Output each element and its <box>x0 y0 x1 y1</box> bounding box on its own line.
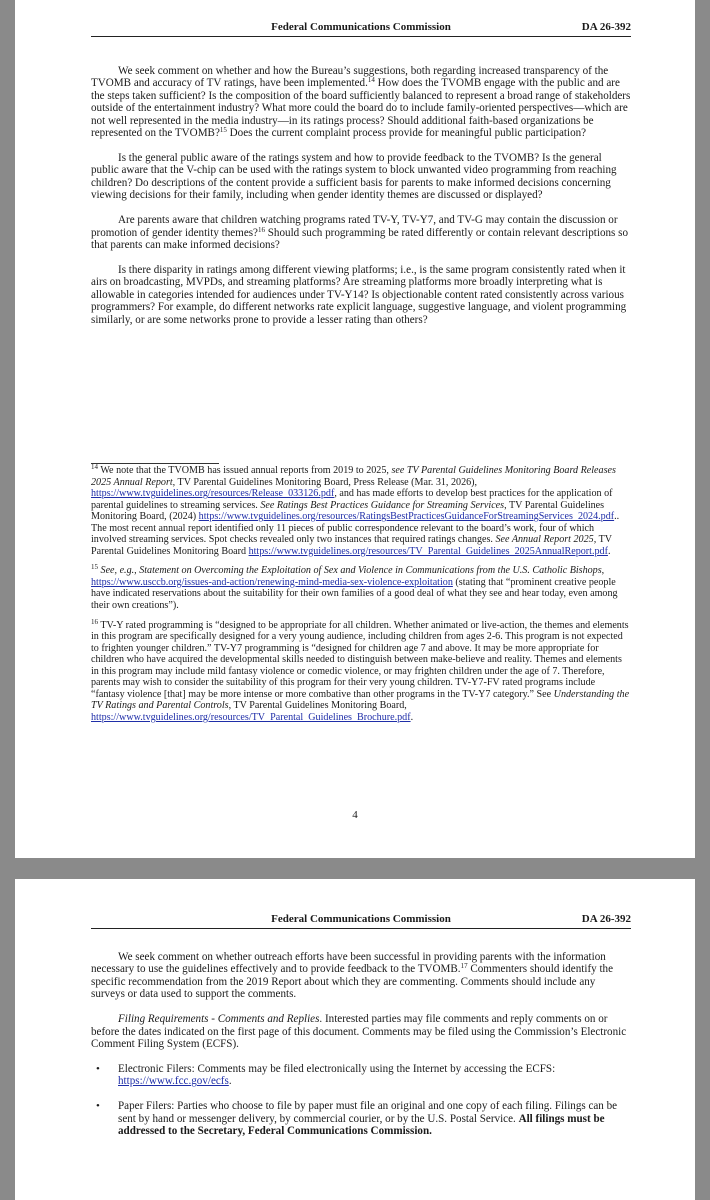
list-item-electronic-filers: • Electronic Filers: Comments may be filed electronically using the Internet by accessing the ECFS: https://www.fcc.gov/ecfs. <box>96 1063 556 1088</box>
footnotes <box>91 465 631 731</box>
paragraph-parent-awareness: Are parents aware that children watching programs rated TV-Y, TV-Y7, and TV-G may contain the discussion or promotion of gender identity themes?$^{16}$ Should such programming be rated differently or contain relevant descriptions so that parents can make informed decisions? <box>91 214 629 252</box>
list-item-paper-filers: • Paper Filers: Parties who choose to file by paper must file an original and one copy of each filing. Filings can be sent by hand or messenger delivery, by commercial courier, or by the U.S. Postal Service. All filings must be addressed to the Secretary, Federal Communications Commission. <box>96 1100 618 1138</box>
paragraph-platform-disparity: Is there disparity in ratings among different viewing platforms; i.e., is the same program consistently rated when it airs on broadcasting, MVPDs, and streaming platforms? Are streaming platforms more broadly interpreting what is allowable in categories intended for audiences under TV-Y14? Is objectionable content rated consistently across various programmers? For example, do different networks rate explicit language, suggestive language, and violent programming similarly, or are some networks prone to provide a lesser rating than others? <box>91 264 627 326</box>
footnote-ref-15[interactable]: 15 <box>219 126 227 135</box>
footnote-separator <box>91 463 219 464</box>
header-doc-number: DA 26-392 <box>581 913 631 925</box>
paragraph-outreach: We seek comment on whether outreach efforts have been successful in providing parents with the information necessary to use the guidelines effectively and to provide feedback to the TVOMB.$^{17}$ Commenters should identify the specific recommendation from the 2019 Report about which they are commenting. Comments should include any surveys or data used to support the comments. <box>91 951 614 1001</box>
footnote-ref-16[interactable]: 16 <box>257 225 265 234</box>
footnote-link[interactable]: https://www.tvguidelines.org/resources/RatingsBestPracticesGuidanceForStreamingServices_2024.pdf <box>198 511 615 523</box>
paragraph-tvomb-transparency: We seek comment on whether and how the Bureau’s suggestions, both regarding increased transparency of the TVOMB and accuracy of TV ratings, have been implemented.$^{14}$ How does the TVOMB engage with the public and are the steps taken sufficient? Is the composition of the board sufficiently balanced to represent a broad range of stakeholders outside of the entertainment industry? What more could the board do to include family-oriented perspectives—which are not well represented in the media industry—in its ratings process? Should additional faith-based organizations be represented on the TVOMB?$^{15}$ Does the current complaint process provide for meaningful public participation? <box>91 65 631 140</box>
bullet-icon: • <box>96 1100 100 1113</box>
body-text <box>91 65 631 339</box>
document-page-4 <box>15 0 695 858</box>
footnote-link[interactable]: https://www.usccb.org/issues-and-action/renewing-mind-media-sex-violence-exploitation <box>91 576 453 588</box>
page-header <box>91 20 631 37</box>
paragraph-filing-requirements: Filing Requirements - Comments and Replies. Interested parties may file comments and reply comments on or before the dates indicated on the first page of this document. Comments may be filed using the Commission’s Electronic Comment Filing System (ECFS). <box>91 1013 627 1051</box>
body-text <box>91 951 631 1150</box>
paragraph-public-awareness: Is the general public aware of the ratings system and how to provide feedback to the TVOMB? Is the general public aware that the V-chip can be used with the ratings system to block unwanted video programming from reaching children? Do descriptions of the content provide a sufficient basis for parents to make informed decisions concerning viewing decisions for their family, including when gender identity themes are discussed or displayed? <box>91 152 617 202</box>
page-number: 4 <box>352 809 358 821</box>
footnote-14: $^{14}$ We note that the TVOMB has issued annual reports from 2019 to 2025, see TV Parental Guidelines Monitoring Board Releases 2025 Annual Report, TV Parental Guidelines Monitoring Board, Press Release (Mar. 31, 2026), https://www.tvguidelines.org/resources/Release_033126.pdf, and has made efforts to develop best practices for the application of parental guidelines to streaming services. See Ratings Best Practices Guidance for Streaming Services, TV Parental Guidelines Monitoring Board, (2024) https://www.tvguidelines.org/resources/RatingsBestPracticesGuidanceForStreamingServices_2024.pdf.. The most recent annual report identified only 11 pieces of public correspondence relevant to the board’s work, four of which involved streaming services. Spot checks revealed only two instances that required ratings changes. See Annual Report 2025, TV Parental Guidelines Monitoring Board https://www.tvguidelines.org/resources/TV_Parental_Guidelines_2025AnnualReport.pdf. <box>91 463 620 557</box>
header-agency: Federal Communications Commission <box>271 21 451 33</box>
ecfs-link[interactable]: https://www.fcc.gov/ecfs <box>118 1075 229 1088</box>
filing-methods-list <box>91 1063 631 1138</box>
bullet-icon: • <box>96 1063 100 1076</box>
footnote-ref-14[interactable]: 14 <box>367 76 375 85</box>
document-page-5 <box>15 879 695 1200</box>
footnote-link[interactable]: https://www.tvguidelines.org/resources/Release_033126.pdf <box>91 488 335 500</box>
footnote-link[interactable]: https://www.tvguidelines.org/resources/TV_Parental_Guidelines_Brochure.pdf <box>91 711 411 723</box>
header-doc-number: DA 26-392 <box>581 21 631 33</box>
page-header <box>91 912 631 929</box>
footnote-15: $^{15}$ See, e.g., Statement on Overcoming the Exploitation of Sex and Violence in Communications from the U.S. Catholic Bishops, https://www.usccb.org/issues-and-action/renewing-mind-media-sex-violence-exploitation (stating that “prominent creative people have indicated reservations about the suitability for their own families of a good deal of what they see and hear today, even among their own creations”). <box>91 563 618 612</box>
footnote-16: $^{16}$ TV-Y rated programming is “designed to be appropriate for all children. Whether animated or live-action, the themes and elements in this program are specifically designed for a very young audience, including children from ages 2-6. This program is not expected to frighten younger children.” TV-Y7 programming is “designed for children age 7 and above. It may be more appropriate for children who have acquired the developmental skills needed to distinguish between make-believe and reality. Themes and elements in this program may include mild fantasy violence or comedic violence, or may frighten children under the age of 7. Therefore, parents may wish to consider the suitability of this program for their very young children. TV-Y7-FV rated programs include “fantasy violence [that] may be more intense or more combative than other programs in the TV-Y7 category.” See Understanding the TV Ratings and Parental Controls, TV Parental Guidelines Monitoring Board, https://www.tvguidelines.org/resources/TV_Parental_Guidelines_Brochure.pdf. <box>91 617 630 723</box>
footnote-ref-17[interactable]: 17 <box>460 962 468 971</box>
footnote-link[interactable]: https://www.tvguidelines.org/resources/TV_Parental_Guidelines_2025AnnualReport.pdf <box>248 545 608 557</box>
header-agency: Federal Communications Commission <box>271 913 451 925</box>
